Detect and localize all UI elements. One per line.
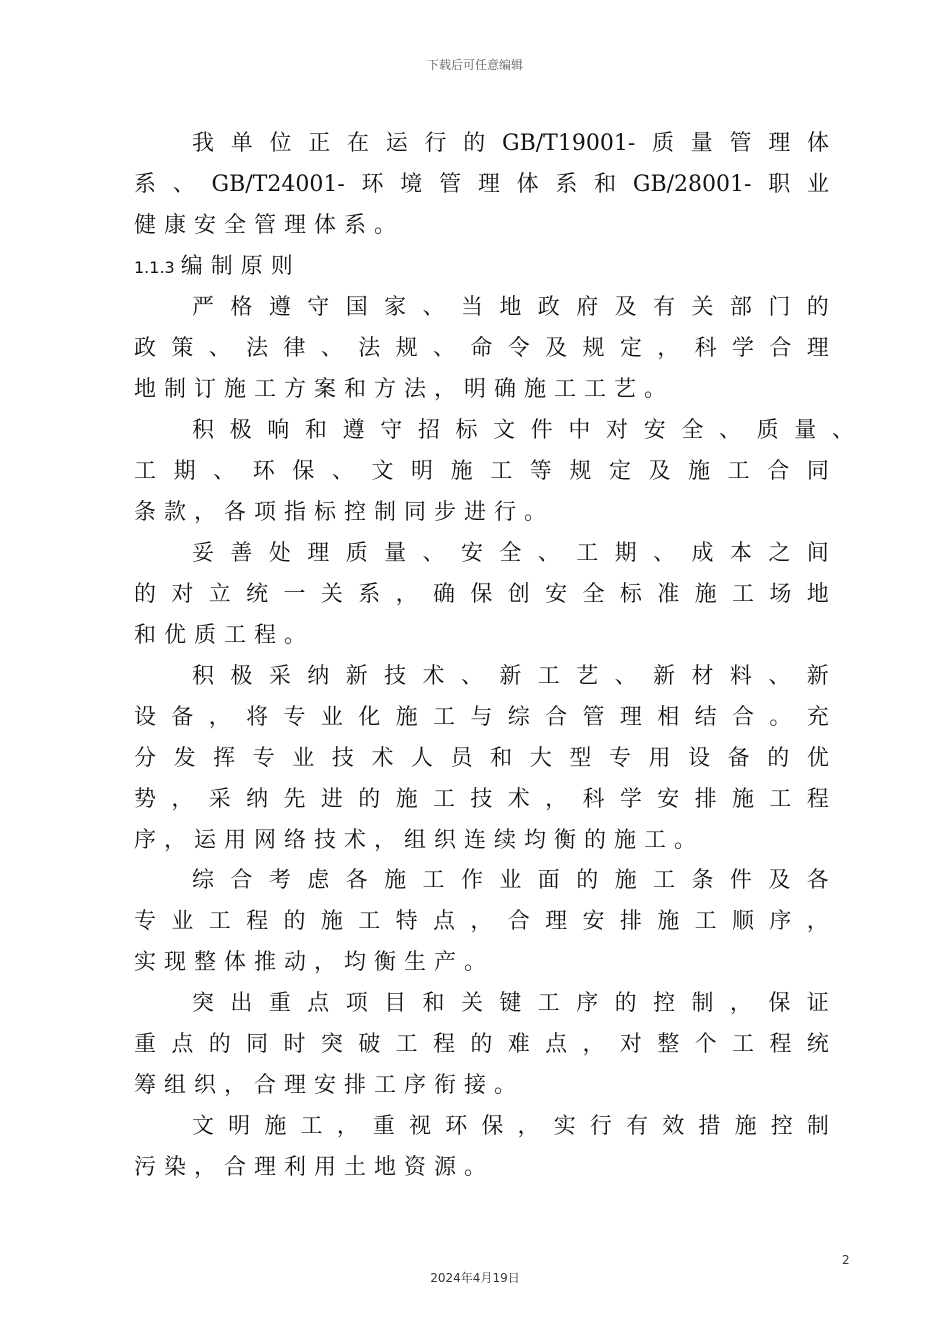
text-line [0, 1153, 950, 1183]
text-line-content: 实现整体推动，均衡生产。 [134, 950, 495, 975]
text-line [0, 416, 950, 446]
text-line-content: 积 极 采 纳 新 技 术 、 新 工 艺 、 新 材 料 、 新 [192, 664, 829, 689]
text-line-content: 设 备 ， 将 专 业 化 施 工 与 综 合 管 理 相 结 合 。 充 [134, 705, 829, 730]
text-line [0, 703, 950, 733]
text-line-content: 分 发 挥 专 业 技 术 人 员 和 大 型 专 用 设 备 的 优 [134, 746, 829, 771]
text-line-content: 序，运用网络技术，组织连续均衡的施工。 [134, 828, 705, 853]
text-line [0, 989, 950, 1019]
text-line-content: 系 、 GB/T24001- 环 境 管 理 体 系 和 GB/28001- 职 业 [134, 172, 829, 197]
page-number: 2 [842, 1253, 850, 1267]
text-line-content: 专 业 工 程 的 施 工 特 点 ， 合 理 安 排 施 工 顺 序 ， [134, 909, 829, 934]
text-line [0, 580, 950, 610]
text-line-content: 地制订施工方案和方法，明确施工工艺。 [134, 377, 675, 402]
text-line [0, 866, 950, 896]
text-line-content: 政 策 、 法 律 、 法 规 、 命 令 及 规 定 ， 科 学 合 理 [134, 336, 829, 361]
text-line-content: 积 极 响 和 遵 守 招 标 文 件 中 对 安 全 、 质 量 、 [192, 418, 854, 443]
text-line [0, 498, 950, 528]
text-line [0, 539, 950, 569]
text-line [0, 1112, 950, 1142]
text-line [0, 785, 950, 815]
text-line [0, 170, 950, 200]
text-line-content: 污染，合理利用土地资源。 [134, 1155, 495, 1180]
text-line-content: 综 合 考 虑 各 施 工 作 业 面 的 施 工 条 件 及 各 [192, 868, 829, 893]
page-footer-date: 2024年4月19日 [430, 1271, 520, 1285]
text-line [0, 1071, 950, 1101]
text-line-content: 筹组织，合理安排工序衔接。 [134, 1073, 525, 1098]
text-line-content: 我 单 位 正 在 运 行 的 GB/T19001- 质 量 管 理 体 [192, 131, 829, 156]
text-line [0, 826, 950, 856]
text-line-content: 健康安全管理体系。 [134, 213, 405, 238]
text-line [0, 129, 950, 159]
text-line-content: 势 ， 采 纳 先 进 的 施 工 技 术 ， 科 学 安 排 施 工 程 [134, 787, 829, 812]
text-line-content: 条款，各项指标控制同步进行。 [134, 500, 555, 525]
section-heading-text: 1.1.3 编制原则 [134, 254, 301, 279]
text-line [0, 662, 950, 692]
text-line [0, 211, 950, 241]
text-line [0, 293, 950, 323]
text-line-content: 的 对 立 统 一 关 系 ， 确 保 创 安 全 标 准 施 工 场 地 [134, 582, 829, 607]
text-line-content: 妥 善 处 理 质 量 、 安 全 、 工 期 、 成 本 之 间 [192, 541, 829, 566]
text-line [0, 375, 950, 405]
text-line [0, 744, 950, 774]
text-line [0, 334, 950, 364]
text-line-content: 文 明 施 工 ， 重 视 环 保 ， 实 行 有 效 措 施 控 制 [192, 1114, 829, 1139]
text-line [0, 621, 950, 651]
text-line [0, 907, 950, 937]
text-line-content: 工 期 、 环 保 、 文 明 施 工 等 规 定 及 施 工 合 同 [134, 459, 829, 484]
section-heading [0, 252, 950, 282]
text-line [0, 948, 950, 978]
text-line-content: 突 出 重 点 项 目 和 关 键 工 序 的 控 制 ， 保 证 [192, 991, 829, 1016]
text-line-content: 重 点 的 同 时 突 破 工 程 的 难 点 ， 对 整 个 工 程 统 [134, 1032, 829, 1057]
text-line-content: 和优质工程。 [134, 623, 315, 648]
text-line [0, 1030, 950, 1060]
text-line-content: 严 格 遵 守 国 家 、 当 地 政 府 及 有 关 部 门 的 [192, 295, 829, 320]
text-line [0, 457, 950, 487]
page-header: 下载后可任意编辑 [426, 58, 523, 72]
